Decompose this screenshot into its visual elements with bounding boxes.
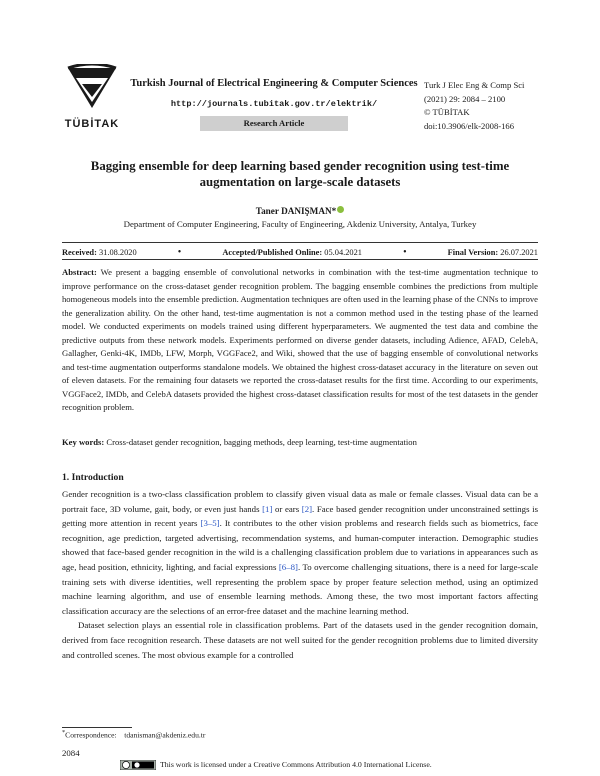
section-heading: 1. Introduction	[62, 472, 124, 483]
abstract-label: Abstract:	[62, 267, 97, 277]
journal-url-link[interactable]: http://journals.tubitak.gov.tr/elektrik/	[170, 99, 378, 109]
correspondence-email[interactable]: tdanisman@akdeniz.edu.tr	[124, 730, 206, 740]
citation-link[interactable]: [6–8]	[278, 561, 298, 572]
doi-link[interactable]: doi:10.3906/elk-2008-166	[424, 120, 514, 131]
section-body	[62, 487, 538, 662]
citation-line-2: (2021) 29: 2084 – 2100	[424, 93, 506, 104]
footnote: *Correspondence: tdanisman@akdeniz.edu.tr	[62, 729, 206, 740]
author-marker: *	[331, 206, 337, 216]
citation-link[interactable]: [2]	[301, 503, 313, 514]
author-line	[60, 206, 540, 216]
citation-line-1: Turk J Elec Eng & Comp Sci	[424, 80, 525, 90]
date-separator: •	[177, 247, 182, 258]
paragraph-1: Gender recognition is a two-class classification problem to classify given visual data as male or female classes. Visual data can be a portrait face, 3D volume, gait, body, or even just hands [1] or ears [2]. Face based gender recognition under unconstrained settings is getting more attention in recent years [3–5]. It contributes to the other vision problems and research fields such as biometrics, face recognition, age prediction, targeted advertising, recommendation systems, and human-computer interaction. Demographic studies showed that face-based gender recognition in the wild is a challenging classification problem due to variations in appearances such as age, head position, ethnicity, lighting, and facial expressions [6–8]. To overcome challenging situations, there is a need for large-scale training sets with diverse identities, well representing the problem space by proper feature selection method, using an optimized machine learning algorithm, and use of ensemble learning methods. Among these, the two most important factors affecting classification accuracy are the selections of an error-free dataset and the machine learning method.	[62, 489, 539, 616]
date-separator: •	[403, 247, 407, 258]
abstract	[62, 266, 538, 415]
cc-by-icon[interactable]	[120, 760, 156, 770]
article-type-badge: Research Article	[200, 116, 348, 131]
final-date: Final Version: 26.07.2021	[447, 248, 538, 257]
footnote-rule	[62, 727, 132, 728]
abstract-text: We present a bagging ensemble of convolutional networks in combination with the test-time augmentation technique to improve performance on the cross-dataset gender recognition problem. The bagging ensemble combines the predictions from multiple homogeneous models into the ensemble prediction. Augmentation techniques are often used in the learning phase of the CNNs to improve the generalization ability. On the other hand, test-time augmentation is not a common method used in the testing phase of the learned model. We conducted experiments on models trained using different hyperparameters. We augmented the test data and combine the predictive outputs from these network models. Experiments performed on diverse gender datasets, including Adience, AFAD, CelebA, Gallagher, Genki-4K, IMDb, LFW, Morph, VGGFace2, and Wiki, showed that the use of bagging ensemble of convolutional networks and test-time augmentation outperforms standalone models. We obtained the highest cross-dataset accuracy in the literature on seven out of eleven datasets. For the remaining four datasets we reported the cross-dataset results for the first time. According to our experiments, VGGFace2, IMDb, and CelebA datasets provided the highest cross-dataset classification results for most of the test datasets in the gender recognition problem.	[62, 267, 539, 412]
citation-block	[424, 79, 574, 133]
copyright: © TÜBİTAK	[424, 107, 470, 118]
author-name: Taner DANIŞMAN	[255, 206, 332, 216]
journal-name: Turkish Journal of Electrical Engineering & Computer Sciences	[130, 78, 418, 89]
license-text[interactable]: This work is licensed under a Creative Commons Attribution 4.0 International License.	[160, 760, 432, 769]
accepted-date: Accepted/Published Online: 05.04.2021	[222, 248, 362, 257]
citation-link[interactable]: [1]	[262, 503, 273, 514]
dates-row	[62, 247, 538, 258]
page-number: 2084	[62, 748, 80, 758]
author-affiliation: Department of Computer Engineering, Faculty of Engineering, Akdeniz University, Antalya, Turkey	[123, 219, 477, 229]
keywords	[62, 436, 538, 449]
dates-top-rule	[62, 242, 538, 243]
dates-bottom-rule	[62, 259, 538, 260]
paragraph-2: Dataset selection plays an essential role in classification problems. Part of the datasets used in the gender recognition domain, derived from face recognition research. These datasets are not well suited for the gender recognition problems due to limited diversity and controlled scenes. The most obvious example for a controlled	[62, 620, 538, 660]
citation-link[interactable]: [3–5]	[200, 518, 220, 529]
keywords-text: Cross-dataset gender recognition, bagging methods, deep learning, test-time augmentation	[106, 437, 417, 447]
orcid-icon[interactable]	[337, 206, 344, 213]
keywords-label: Key words:	[62, 437, 105, 447]
received-date: Received: 31.08.2020	[62, 248, 137, 257]
paper-title: Bagging ensemble for deep learning based gender recognition using test-time augmentation on large-scale datasets	[90, 159, 510, 189]
logo-text: TÜBİTAK	[64, 118, 120, 130]
